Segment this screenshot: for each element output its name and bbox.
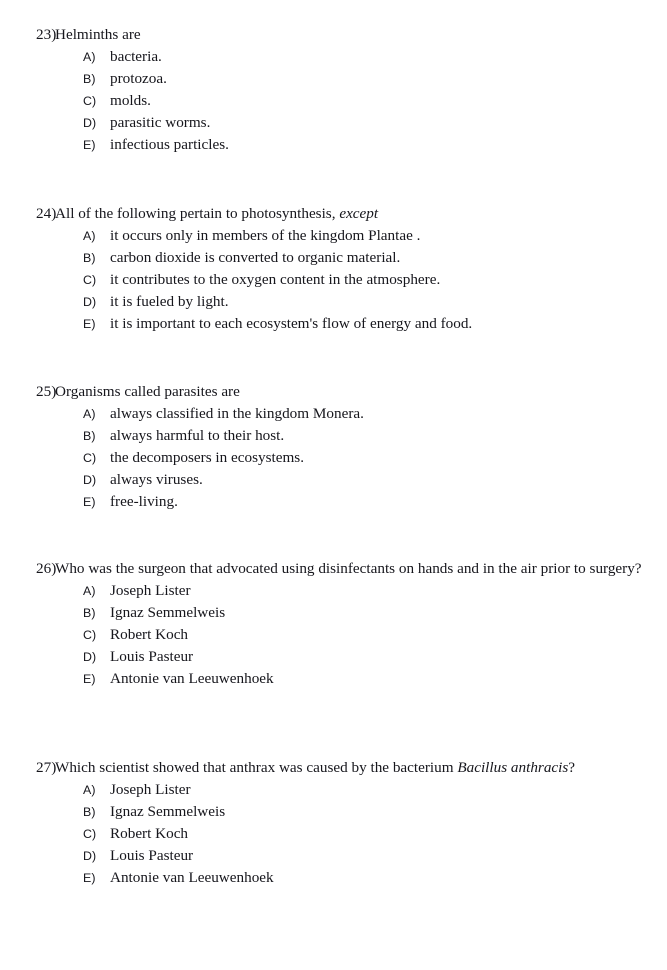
- answer-option[interactable]: [0, 225, 667, 247]
- answer-option[interactable]: [0, 867, 667, 889]
- answer-option[interactable]: [0, 491, 667, 513]
- answer-option-letter: B): [83, 71, 96, 86]
- answer-option-text: [110, 779, 667, 801]
- answer-option-list: [0, 779, 667, 889]
- answer-option-letter: D): [83, 115, 97, 130]
- question-text: [55, 757, 653, 779]
- answer-option-letter: B): [83, 605, 96, 620]
- answer-option[interactable]: [0, 134, 667, 156]
- question-number: 23): [36, 26, 57, 43]
- plain-text: carbon dioxide is converted to organic material.: [110, 248, 401, 266]
- answer-option[interactable]: [0, 403, 667, 425]
- answer-option-list: [0, 46, 667, 156]
- question-block: [0, 558, 667, 690]
- plain-text: Helminths are: [55, 26, 141, 43]
- plain-text: parasitic worms.: [110, 113, 211, 131]
- answer-option[interactable]: [0, 313, 667, 335]
- plain-text: always viruses.: [110, 470, 203, 488]
- plain-text: Robert Koch: [110, 824, 189, 842]
- answer-option-text: [110, 845, 667, 867]
- answer-option-letter: E): [83, 671, 96, 686]
- answer-option[interactable]: [0, 602, 667, 624]
- plain-text: protozoa.: [110, 69, 167, 87]
- plain-text: it is important to each ecosystem's flow of energy and food.: [110, 314, 473, 332]
- plain-text: ?: [568, 759, 576, 776]
- plain-text: it contributes to the oxygen content in the atmosphere.: [110, 270, 441, 288]
- plain-text: Joseph Lister: [110, 581, 191, 599]
- answer-option[interactable]: [0, 845, 667, 867]
- answer-option[interactable]: [0, 580, 667, 602]
- question-block: [0, 757, 667, 889]
- answer-option-list: [0, 225, 667, 335]
- answer-option-text: [110, 580, 667, 602]
- answer-option-letter: C): [83, 826, 97, 841]
- answer-option-text: [110, 447, 667, 469]
- answer-option-text: [110, 225, 667, 247]
- plain-text: Louis Pasteur: [110, 846, 194, 864]
- answer-option[interactable]: [0, 112, 667, 134]
- answer-option-text: [110, 425, 667, 447]
- answer-option[interactable]: [0, 447, 667, 469]
- plain-text: Joseph Lister: [110, 780, 191, 798]
- plain-text: Louis Pasteur: [110, 647, 194, 665]
- plain-text: the decomposers in ecosystems.: [110, 448, 305, 466]
- plain-text: bacteria.: [110, 47, 162, 65]
- question-number: 26): [36, 560, 57, 577]
- answer-option-text: [110, 269, 667, 291]
- plain-text: molds.: [110, 91, 151, 109]
- question-text: [55, 558, 653, 580]
- plain-text: Antonie van Leeuwenhoek: [110, 669, 274, 687]
- answer-option-text: [110, 112, 667, 134]
- plain-text: Which scientist showed that anthrax was caused by the bacterium: [55, 759, 458, 776]
- question-text: [55, 203, 653, 225]
- answer-option-letter: B): [83, 250, 96, 265]
- answer-option-letter: E): [83, 494, 96, 509]
- answer-option-text: [110, 646, 667, 668]
- question-stem: [0, 203, 667, 225]
- plain-text: infectious particles.: [110, 135, 229, 153]
- answer-option[interactable]: [0, 291, 667, 313]
- answer-option-letter: B): [83, 428, 96, 443]
- answer-option[interactable]: [0, 68, 667, 90]
- question-text: [55, 24, 653, 46]
- answer-option-list: [0, 403, 667, 513]
- answer-option-letter: E): [83, 137, 96, 152]
- answer-option[interactable]: [0, 624, 667, 646]
- answer-option-text: [110, 247, 667, 269]
- answer-option-letter: D): [83, 472, 97, 487]
- plain-text: it occurs only in members of the kingdom Plantae .: [110, 226, 421, 244]
- answer-option[interactable]: [0, 269, 667, 291]
- answer-option-text: [110, 801, 667, 823]
- emphasis-text: Bacillus anthracis: [457, 759, 569, 776]
- answer-option-text: [110, 134, 667, 156]
- answer-option[interactable]: [0, 779, 667, 801]
- question-text: [55, 381, 653, 403]
- answer-option-letter: A): [83, 49, 96, 64]
- answer-option[interactable]: [0, 646, 667, 668]
- answer-option-text: [110, 68, 667, 90]
- plain-text: All of the following pertain to photosynthesis,: [55, 205, 340, 222]
- plain-text: always harmful to their host.: [110, 426, 285, 444]
- answer-option-letter: C): [83, 450, 97, 465]
- answer-option-text: [110, 90, 667, 112]
- question-block: [0, 203, 667, 335]
- answer-option[interactable]: [0, 469, 667, 491]
- answer-option[interactable]: [0, 247, 667, 269]
- emphasis-text: except: [339, 205, 379, 222]
- plain-text: Who was the surgeon that advocated using disinfectants on hands and in the air prior to surgery?: [55, 560, 642, 577]
- question-number: 27): [36, 759, 57, 776]
- plain-text: Ignaz Semmelweis: [110, 802, 226, 820]
- question-number: 25): [36, 383, 57, 400]
- answer-option[interactable]: [0, 823, 667, 845]
- question-stem: [0, 558, 667, 580]
- question-stem: [0, 381, 667, 403]
- answer-option[interactable]: [0, 90, 667, 112]
- plain-text: always classified in the kingdom Monera.: [110, 404, 364, 422]
- answer-option[interactable]: [0, 801, 667, 823]
- plain-text: Ignaz Semmelweis: [110, 603, 226, 621]
- answer-option-text: [110, 491, 667, 513]
- answer-option-letter: D): [83, 294, 97, 309]
- plain-text: Organisms called parasites are: [55, 383, 240, 400]
- answer-option-list: [0, 580, 667, 690]
- answer-option[interactable]: [0, 425, 667, 447]
- answer-option-letter: D): [83, 848, 97, 863]
- answer-option-text: [110, 823, 667, 845]
- answer-option-letter: A): [83, 782, 96, 797]
- answer-option-letter: C): [83, 627, 97, 642]
- question-stem: [0, 24, 667, 46]
- answer-option-letter: A): [83, 406, 96, 421]
- question-number: 24): [36, 205, 57, 222]
- answer-option-text: [110, 602, 667, 624]
- answer-option-text: [110, 469, 667, 491]
- plain-text: free-living.: [110, 492, 178, 510]
- answer-option-text: [110, 403, 667, 425]
- answer-option-text: [110, 46, 667, 68]
- answer-option-text: [110, 624, 667, 646]
- answer-option-letter: B): [83, 804, 96, 819]
- answer-option-letter: D): [83, 649, 97, 664]
- answer-option-letter: C): [83, 272, 97, 287]
- answer-option-text: [110, 867, 667, 889]
- answer-option-letter: C): [83, 93, 97, 108]
- answer-option-letter: E): [83, 316, 96, 331]
- plain-text: it is fueled by light.: [110, 292, 229, 310]
- answer-option-text: [110, 291, 667, 313]
- plain-text: Robert Koch: [110, 625, 189, 643]
- question-block: [0, 24, 667, 156]
- answer-option-text: [110, 313, 667, 335]
- question-block: [0, 381, 667, 513]
- answer-option[interactable]: [0, 668, 667, 690]
- answer-option-letter: E): [83, 870, 96, 885]
- answer-option-letter: A): [83, 583, 96, 598]
- answer-option-letter: A): [83, 228, 96, 243]
- plain-text: Antonie van Leeuwenhoek: [110, 868, 274, 886]
- answer-option-text: [110, 668, 667, 690]
- answer-option[interactable]: [0, 46, 667, 68]
- question-stem: [0, 757, 667, 779]
